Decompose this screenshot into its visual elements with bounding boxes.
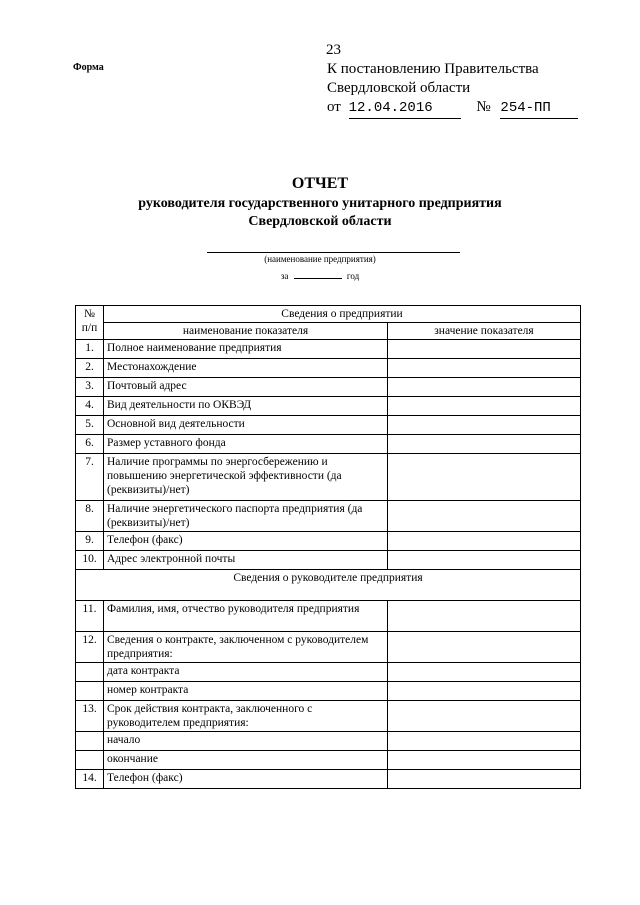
indicator-name: Фамилия, имя, отчество руководителя предприятия (104, 601, 388, 632)
indicator-value-cell[interactable] (388, 435, 581, 454)
indicator-name: Полное наименование предприятия (104, 340, 388, 359)
table-row (76, 435, 581, 454)
table-row (76, 378, 581, 397)
indicator-name: дата контракта (104, 663, 388, 682)
indicator-value-cell[interactable] (388, 454, 581, 501)
decree-line1: К постановлению Правительства (327, 61, 539, 77)
indicator-value-cell[interactable] (388, 501, 581, 532)
decree-number: 254-ПП (500, 99, 578, 119)
indicator-value-cell[interactable] (388, 340, 581, 359)
table-row (76, 732, 581, 751)
row-number (76, 682, 104, 701)
indicator-name: Сведения о контракте, заключенном с руководителем предприятия: (104, 632, 388, 663)
indicator-name: Срок действия контракта, заключенного с руководителем предприятия: (104, 701, 388, 732)
decree-reference (327, 60, 578, 119)
period-blank (294, 269, 342, 279)
table-row (76, 663, 581, 682)
table-row (76, 770, 581, 789)
indicator-value-cell[interactable] (388, 378, 581, 397)
indicator-value-cell[interactable] (388, 751, 581, 770)
row-number: 5. (76, 416, 104, 435)
table-row (76, 501, 581, 532)
indicator-name: Наличие энергетического паспорта предприятия (да (реквизиты)/нет) (104, 501, 388, 532)
indicator-name: Основной вид деятельности (104, 416, 388, 435)
date-prefix: от (327, 99, 341, 115)
indicator-name: окончание (104, 751, 388, 770)
period-line (0, 269, 640, 281)
table-row (76, 551, 581, 570)
indicator-value-cell[interactable] (388, 359, 581, 378)
indicator-value-cell[interactable] (388, 663, 581, 682)
row-number: 12. (76, 632, 104, 663)
row-number (76, 732, 104, 751)
indicator-name: Местонахождение (104, 359, 388, 378)
period-prefix: за (280, 271, 289, 281)
indicator-value-cell[interactable] (388, 532, 581, 551)
indicator-value-cell[interactable] (388, 397, 581, 416)
table-row (76, 701, 581, 732)
indicator-name: Вид деятельности по ОКВЭД (104, 397, 388, 416)
row-number: 14. (76, 770, 104, 789)
indicator-name: Телефон (факс) (104, 532, 388, 551)
enterprise-name-line (207, 252, 460, 253)
row-number: 7. (76, 454, 104, 501)
row-number: 13. (76, 701, 104, 732)
table-row (76, 682, 581, 701)
enterprise-name-caption: (наименование предприятия) (264, 254, 376, 264)
section-manager-header: Сведения о руководителе предприятия (76, 570, 581, 601)
report-table (75, 305, 581, 789)
table-row (76, 454, 581, 501)
report-subtitle-2: Свердловской области (248, 214, 392, 229)
indicator-name: начало (104, 732, 388, 751)
section-enterprise-header: Сведения о предприятии (104, 306, 581, 323)
report-title: ОТЧЕТ (291, 175, 349, 192)
row-number (76, 663, 104, 682)
row-number (76, 751, 104, 770)
decree-date: 12.04.2016 (349, 99, 461, 119)
indicator-value-cell[interactable] (388, 770, 581, 789)
table-row (76, 751, 581, 770)
row-number: 2. (76, 359, 104, 378)
table-row (76, 340, 581, 359)
row-number: 3. (76, 378, 104, 397)
form-label: Форма (73, 62, 104, 73)
row-number: 11. (76, 601, 104, 632)
col-value-header: значение показателя (388, 323, 581, 340)
indicator-value-cell[interactable] (388, 551, 581, 570)
table-row (76, 601, 581, 632)
indicator-value-cell[interactable] (388, 601, 581, 632)
row-number: 10. (76, 551, 104, 570)
table-row (76, 632, 581, 663)
row-number: 4. (76, 397, 104, 416)
indicator-name: Почтовый адрес (104, 378, 388, 397)
indicator-value-cell[interactable] (388, 701, 581, 732)
number-prefix: № (476, 99, 491, 115)
indicator-name: Наличие программы по энергосбережению и повышению энергетической эффективности (да (реквизиты)/нет) (104, 454, 388, 501)
col-number-header: № п/п (76, 306, 104, 340)
row-number: 1. (76, 340, 104, 359)
indicator-name: Адрес электронной почты (104, 551, 388, 570)
decree-line2: Свердловской области (327, 80, 471, 96)
indicator-value-cell[interactable] (388, 416, 581, 435)
indicator-name: Телефон (факс) (104, 770, 388, 789)
indicator-value-cell[interactable] (388, 682, 581, 701)
indicator-name: Размер уставного фонда (104, 435, 388, 454)
row-number: 8. (76, 501, 104, 532)
indicator-value-cell[interactable] (388, 632, 581, 663)
table-row (76, 397, 581, 416)
table-row (76, 532, 581, 551)
col-indicator-header: наименование показателя (104, 323, 388, 340)
table-row (76, 359, 581, 378)
decree-date-number (327, 98, 578, 119)
report-subtitle-1: руководителя государственного унитарного предприятия (138, 196, 502, 211)
indicator-value-cell[interactable] (388, 732, 581, 751)
table-row (76, 416, 581, 435)
page-number: 23 (326, 42, 341, 58)
row-number: 9. (76, 532, 104, 551)
section-row (76, 570, 581, 601)
row-number: 6. (76, 435, 104, 454)
indicator-name: номер контракта (104, 682, 388, 701)
period-suffix: год (346, 271, 360, 281)
